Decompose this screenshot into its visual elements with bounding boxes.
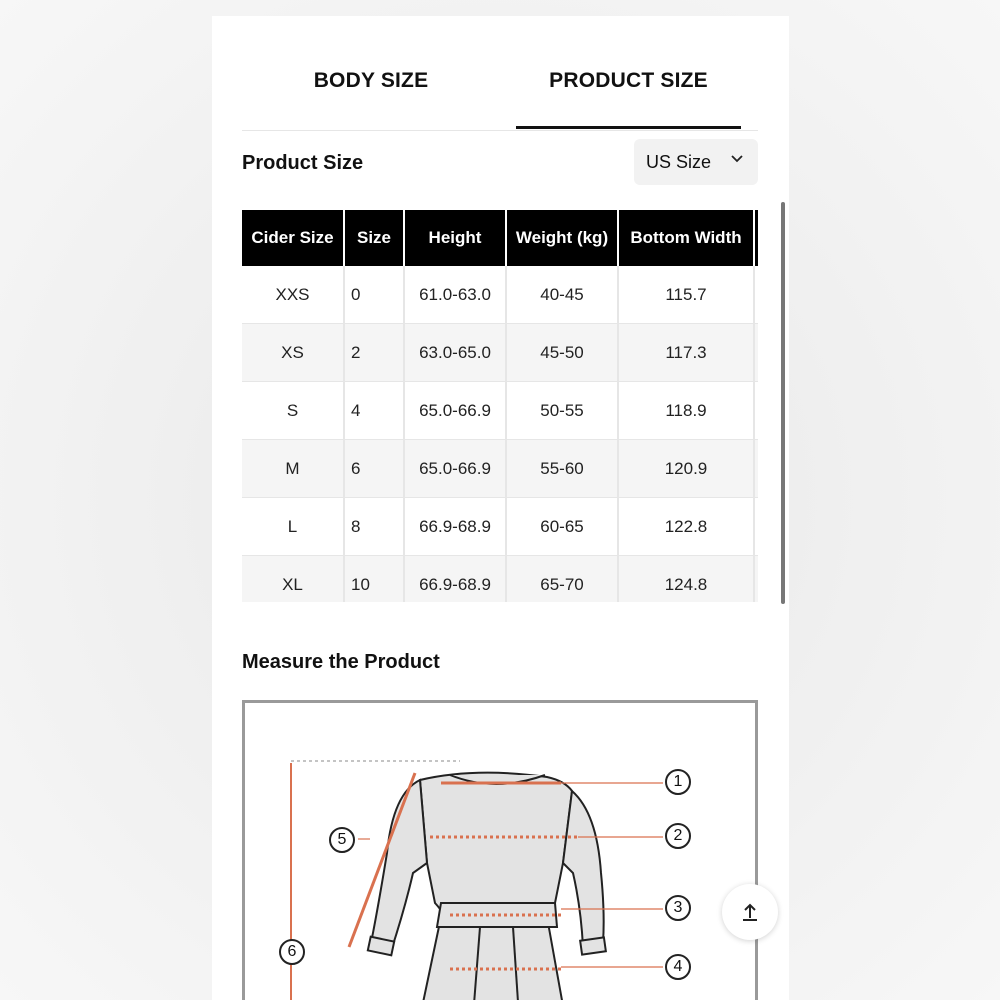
table-cell: 66.9-68.9 bbox=[404, 556, 506, 603]
table-cell: 6 bbox=[344, 440, 404, 498]
header-bottom-width: Bottom Width bbox=[618, 210, 754, 266]
unit-size-value: US Size bbox=[646, 151, 712, 172]
table-cell: 117.3 bbox=[618, 324, 754, 382]
size-guide-panel bbox=[212, 16, 789, 1000]
table-cell: 65.0-66.9 bbox=[404, 440, 506, 498]
table-cell: 0 bbox=[344, 266, 404, 324]
header-height: Height bbox=[404, 210, 506, 266]
size-table bbox=[242, 210, 758, 602]
table-cell: XS bbox=[242, 324, 344, 382]
table-row bbox=[242, 556, 758, 603]
table-cell: 65.0-66.9 bbox=[404, 382, 506, 440]
tab-body-size[interactable]: BODY SIZE bbox=[313, 69, 429, 92]
table-cell: 61.0-63.0 bbox=[404, 266, 506, 324]
table-cell bbox=[754, 498, 758, 556]
table-cell bbox=[754, 556, 758, 603]
table-cell bbox=[754, 324, 758, 382]
table-cell: M bbox=[242, 440, 344, 498]
table-cell: 4 bbox=[344, 382, 404, 440]
scroll-to-top-button[interactable] bbox=[722, 884, 778, 940]
size-table-scroll[interactable] bbox=[242, 210, 758, 602]
table-cell: L bbox=[242, 498, 344, 556]
table-cell: 66.9-68.9 bbox=[404, 498, 506, 556]
table-cell: 2 bbox=[344, 324, 404, 382]
size-tabs bbox=[242, 56, 758, 131]
table-cell: 65-70 bbox=[506, 556, 618, 603]
table-cell: 40-45 bbox=[506, 266, 618, 324]
table-cell: 60-65 bbox=[506, 498, 618, 556]
table-row bbox=[242, 440, 758, 498]
measure-product-title: Measure the Product bbox=[242, 651, 440, 673]
marker-5: 5 bbox=[329, 827, 355, 853]
table-row bbox=[242, 266, 758, 324]
header-overflow bbox=[754, 210, 758, 266]
table-cell: 45-50 bbox=[506, 324, 618, 382]
table-row bbox=[242, 498, 758, 556]
table-row bbox=[242, 382, 758, 440]
table-cell bbox=[754, 266, 758, 324]
table-cell: S bbox=[242, 382, 344, 440]
table-cell: XL bbox=[242, 556, 344, 603]
marker-4: 4 bbox=[665, 954, 691, 980]
table-cell: 50-55 bbox=[506, 382, 618, 440]
table-header-row bbox=[242, 210, 758, 266]
table-cell: 55-60 bbox=[506, 440, 618, 498]
table-cell: 8 bbox=[344, 498, 404, 556]
measure-diagram bbox=[242, 700, 758, 1000]
table-cell: 118.9 bbox=[618, 382, 754, 440]
table-cell: 63.0-65.0 bbox=[404, 324, 506, 382]
table-cell: 122.8 bbox=[618, 498, 754, 556]
table-cell: 115.7 bbox=[618, 266, 754, 324]
chevron-down-icon bbox=[730, 152, 744, 166]
marker-3: 3 bbox=[665, 895, 691, 921]
table-scrollbar[interactable] bbox=[781, 202, 785, 604]
active-tab-indicator bbox=[516, 126, 741, 129]
unit-size-select[interactable] bbox=[634, 139, 758, 185]
table-cell: XXS bbox=[242, 266, 344, 324]
table-cell bbox=[754, 382, 758, 440]
tab-product-size[interactable]: PRODUCT SIZE bbox=[549, 69, 708, 92]
marker-2: 2 bbox=[665, 823, 691, 849]
table-cell: 124.8 bbox=[618, 556, 754, 603]
arrow-up-icon bbox=[738, 900, 762, 924]
marker-6: 6 bbox=[279, 939, 305, 965]
header-cider-size: Cider Size bbox=[242, 210, 344, 266]
table-cell: 120.9 bbox=[618, 440, 754, 498]
marker-1: 1 bbox=[665, 769, 691, 795]
product-size-title: Product Size bbox=[242, 152, 364, 174]
header-size: Size bbox=[344, 210, 404, 266]
table-cell: 10 bbox=[344, 556, 404, 603]
table-row bbox=[242, 324, 758, 382]
table-cell bbox=[754, 440, 758, 498]
header-weight: Weight (kg) bbox=[506, 210, 618, 266]
